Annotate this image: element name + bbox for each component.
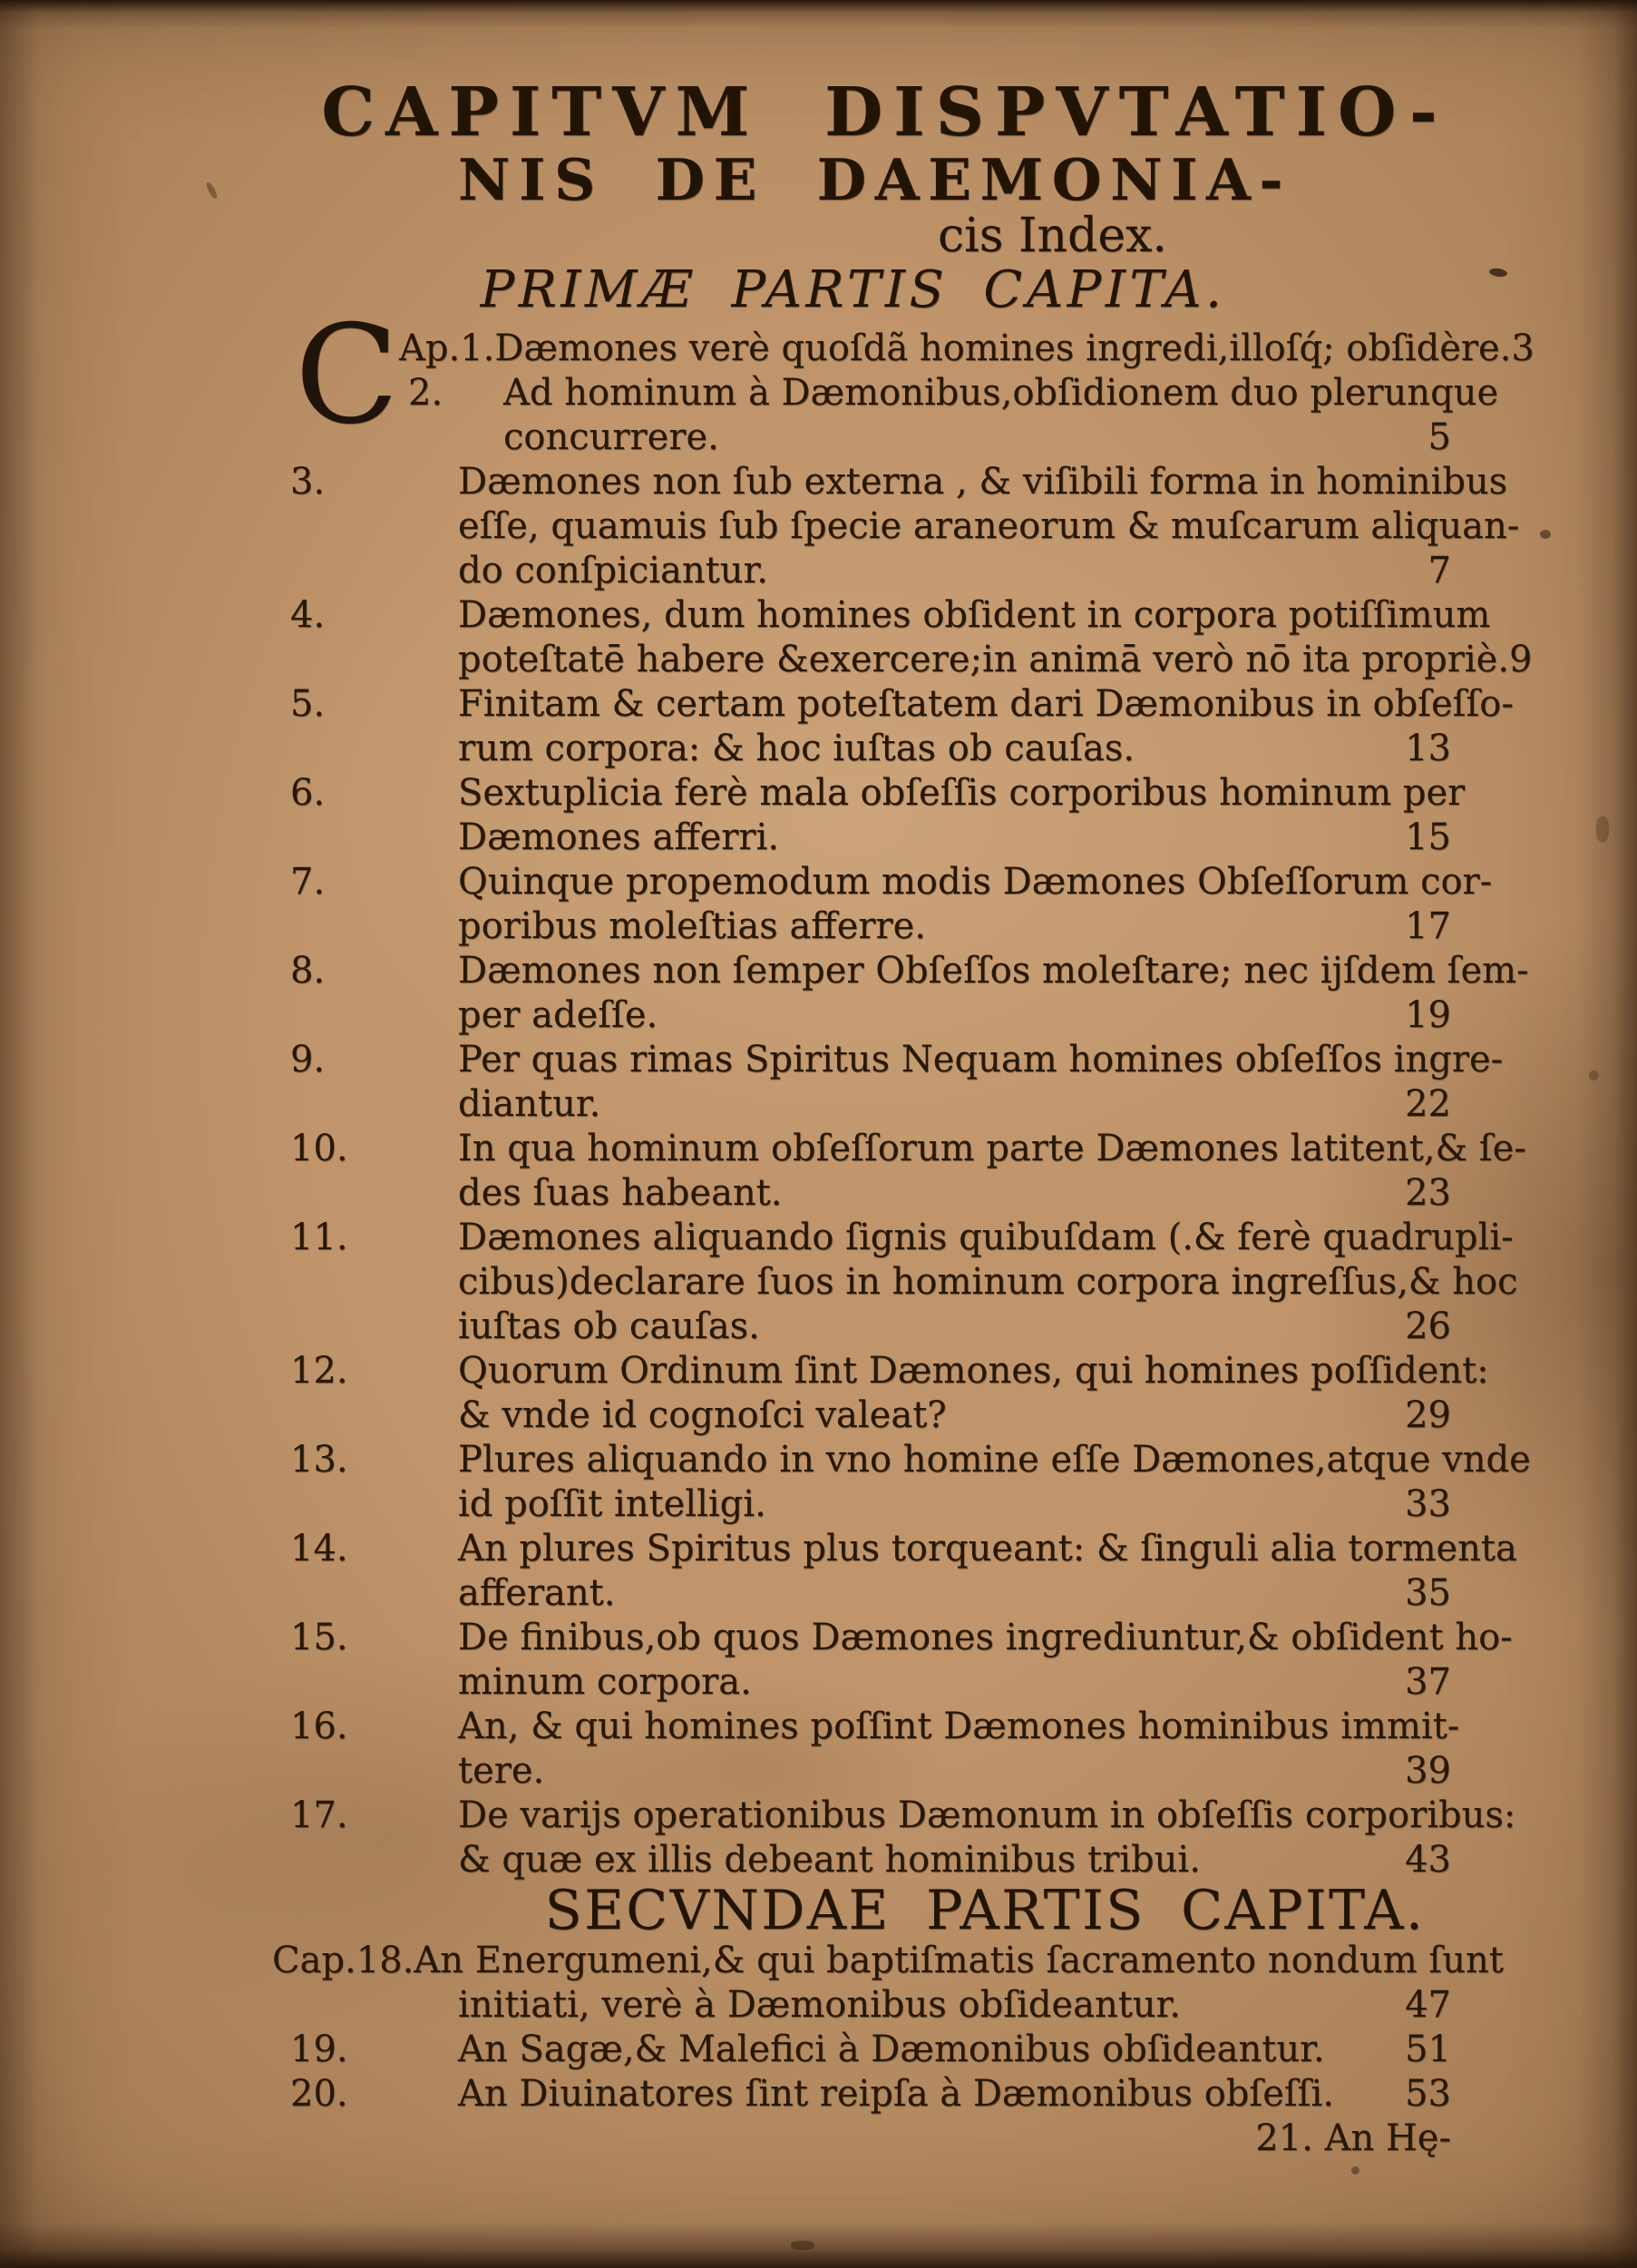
chapter-number (290, 1571, 458, 1616)
page-number: 3 (1511, 327, 1535, 369)
page-number: 17 (1405, 905, 1451, 947)
chapter-text: An, & qui homines poſſint Dæmones hominibus immit- (458, 1706, 1460, 1747)
chapter-text: poteſtatē habere &exercere;in animā verò nō ita propriè. (458, 639, 1510, 680)
page-number: 23 (1405, 1172, 1451, 1214)
chapter-number: 19. (290, 2028, 348, 2070)
leader-space (1135, 727, 1405, 771)
chapter-number (290, 1171, 458, 1216)
chapter-text: per adeſſe. (458, 994, 658, 1036)
toc-line (0, 2028, 1637, 2072)
page-number: 29 (1405, 1394, 1451, 1436)
toc-line (0, 1571, 1637, 1616)
leader-space (600, 1082, 1405, 1127)
chapter-number: 14. (290, 1528, 348, 1569)
chapter-text: Dæmones afferri. (458, 816, 780, 858)
leader-space (947, 1393, 1405, 1438)
chapter-text: In qua hominum obſeſſorum parte Dæmones latitent,& ſe- (458, 1128, 1526, 1169)
catchword-line (0, 2116, 1637, 2161)
title-line-1: CAPITVM DISPVTATIO- (321, 73, 1448, 152)
chapter-text: tere. (458, 1750, 545, 1792)
leader-space (782, 1171, 1405, 1216)
chapter-number: 5. (290, 683, 326, 725)
toc-line (0, 1749, 1637, 1794)
leader-space (719, 415, 1428, 460)
chapter-text: cibus)declarare ſuos in hominum corpora ingreſſus,& hoc (458, 1261, 1518, 1303)
chapter-text: An Diuinatores ſint reipſa à Dæmonibus obſeſſi. (458, 2073, 1334, 2115)
toc-line (0, 1983, 1637, 2028)
chapter-text: initiati, verè à Dæmonibus obſideantur. (458, 1984, 1181, 2026)
part-two-heading (114, 1879, 1637, 1942)
chapter-text: eſſe, quamuis ſub ſpecie araneorum & muſcarum aliquan- (458, 505, 1520, 547)
chapter-text: do conſpiciantur. (458, 550, 768, 591)
leader-space (1334, 2072, 1405, 2116)
page-number: 51 (1405, 2028, 1451, 2070)
chapter-number: 4. (290, 594, 326, 636)
chapter-text: Dæmones, dum homines obſident in corpora potiſſimum (458, 594, 1491, 636)
toc-line (0, 1527, 1637, 1571)
toc-line (0, 460, 1637, 504)
chapter-text: De varijs operationibus Dæmonum in obſeſſis corporibus: (458, 1794, 1516, 1836)
leader-space (779, 816, 1405, 860)
toc-line (0, 1705, 1637, 1749)
chapter-number (290, 1393, 458, 1438)
part-two-heading-text: SECVNDAE PARTIS CAPITA. (544, 1879, 1426, 1942)
chapter-text: concurrere. (503, 416, 719, 458)
chapter-text: Per quas rimas Spiritus Nequam homines obſeſſos ingre- (458, 1039, 1504, 1080)
toc-line (0, 682, 1637, 727)
page-number: 7 (1428, 550, 1451, 591)
page-number: 53 (1405, 2073, 1451, 2115)
chapter-text: Quinque propemodum modis Dæmones Obſeſſorum cor- (458, 861, 1493, 903)
chapter-number: 8. (290, 950, 326, 992)
chapter-number (290, 1482, 458, 1527)
chapter-number (290, 1082, 458, 1127)
chapter-number: 3. (290, 461, 326, 503)
toc-line (0, 371, 1637, 415)
chapter-number: 13. (290, 1439, 348, 1481)
toc-line (0, 1038, 1637, 1082)
toc-line (0, 1305, 1637, 1349)
chapter-text: Dæmones non ſub externa , & viſibili forma in hominibus (458, 461, 1508, 503)
chapter-number: 17. (290, 1794, 348, 1836)
title-block (0, 0, 1637, 319)
chapter-number: 2. (408, 372, 443, 414)
page-number: 33 (1405, 1483, 1451, 1525)
chapter-number (290, 904, 458, 949)
page-number: 5 (1428, 416, 1451, 458)
chapter-number (290, 1305, 458, 1349)
toc-line (0, 1794, 1637, 1838)
leader-space (1325, 2028, 1406, 2072)
toc-line (0, 1482, 1637, 1527)
chapter-text: minum corpora. (458, 1661, 752, 1703)
chapter-text: Cap.18.An Energumeni,& qui baptiſmatis ſacramento nondum ſunt (272, 1940, 1504, 1981)
page-number: 43 (1405, 1839, 1451, 1881)
page-number: 26 (1405, 1305, 1451, 1347)
page-number: 47 (1405, 1984, 1451, 2026)
toc-line (0, 771, 1637, 816)
toc-line (0, 1660, 1637, 1705)
chapter-number (290, 549, 458, 593)
chapter-text: des ſuas habeant. (458, 1172, 783, 1214)
chapter-number: 11. (290, 1217, 348, 1258)
page-number: 13 (1405, 728, 1451, 769)
toc-line (0, 2072, 1637, 2116)
chapter-number: 15. (290, 1617, 348, 1658)
chapter-number: 7. (290, 861, 326, 903)
toc-line (0, 816, 1637, 860)
chapter-text: id poſſit intelligi. (458, 1483, 766, 1525)
toc-line (0, 1838, 1637, 1882)
page-number: 22 (1405, 1083, 1451, 1125)
toc-line (0, 549, 1637, 593)
toc-line (0, 949, 1637, 993)
chapter-text: An plures Spiritus plus torqueant: & ſinguli alia tormenta (458, 1528, 1517, 1569)
leader-space (752, 1660, 1405, 1705)
leader-space (615, 1571, 1405, 1616)
chapter-text: & vnde id cognoſci valeat? (458, 1394, 947, 1436)
paper-speck (1351, 2166, 1359, 2175)
leader-space (760, 1305, 1405, 1349)
chapter-number: 20. (290, 2073, 348, 2115)
toc-line (0, 1260, 1637, 1305)
title-line-2: NIS DE DAEMONIA- (458, 146, 1291, 213)
chapter-number (290, 638, 458, 682)
chapter-text: An Sagæ,& Malefici à Dæmonibus obſideantur. (458, 2028, 1325, 2070)
chapter-number (290, 1749, 458, 1794)
toc-line (0, 415, 1637, 460)
page-number: 9 (1509, 639, 1533, 680)
chapter-text: Dæmones aliquando ſignis quibuſdam (.& ferè quadrupli- (458, 1217, 1514, 1258)
toc-line (0, 1216, 1637, 1260)
chapter-text: Plures aliquando in vno homine eſſe Dæmones,atque vnde (458, 1439, 1531, 1481)
chapter-number: 12. (290, 1350, 348, 1392)
toc-line (0, 593, 1637, 638)
chapter-number: 16. (290, 1706, 348, 1747)
chapter-text: Ap.1.Dæmones verè quoſdã homines ingredi,illoſq́; obſidère. (399, 327, 1512, 369)
chapter-number (290, 504, 458, 549)
toc-line (0, 1393, 1637, 1438)
paper-speck (1540, 530, 1551, 539)
leader-space (658, 993, 1405, 1038)
leader-space (1201, 1838, 1405, 1882)
chapter-text: De finibus,ob quos Dæmones ingrediuntur,& obſident ho- (458, 1617, 1513, 1658)
drop-cap: C (295, 297, 399, 455)
toc-line (0, 638, 1637, 682)
chapter-number (408, 415, 503, 460)
toc-line (0, 904, 1637, 949)
chapter-text: Finitam & certam poteſtatem dari Dæmonibus in obſeſſo- (458, 683, 1514, 725)
page-number: 35 (1405, 1572, 1451, 1614)
leader-space (1181, 1983, 1405, 2028)
page-number: 19 (1405, 994, 1451, 1036)
chapter-text: poribus moleſtias afferre. (458, 905, 927, 947)
chapter-number (290, 816, 458, 860)
chapter-number (290, 727, 458, 771)
toc-line (0, 1082, 1637, 1127)
toc-line (0, 504, 1637, 549)
toc (0, 297, 1637, 2161)
leader-space (926, 904, 1405, 949)
title-line-3: cis Index. (938, 209, 1167, 263)
chapter-number (290, 1260, 458, 1305)
chapter-number (290, 993, 458, 1038)
toc-line (0, 1171, 1637, 1216)
chapter-number: 10. (290, 1128, 348, 1169)
chapter-text: & quæ ex illis debeant hominibus tribui. (458, 1839, 1201, 1881)
toc-line (0, 1939, 1637, 1983)
toc-line (0, 1438, 1637, 1482)
chapter-text: Quorum Ordinum ſint Dæmones, qui homines poſſident: (458, 1350, 1489, 1392)
chapter-number: 9. (290, 1039, 326, 1080)
chapter-text: iuſtas ob cauſas. (458, 1305, 760, 1347)
toc-line (0, 1349, 1637, 1393)
part-one-heading: PRIMÆ PARTIS CAPITA. (480, 260, 1226, 319)
chapter-number: 6. (290, 772, 326, 814)
chapter-text: Dæmones non ſemper Obſeſſos moleſtare; nec ijſdem ſem- (458, 950, 1529, 992)
chapter-text: afferant. (458, 1572, 616, 1614)
leader-space (544, 1749, 1405, 1794)
paper-speck (791, 2241, 814, 2250)
page-number: 39 (1405, 1750, 1451, 1792)
chapter-number (290, 1660, 458, 1705)
paper-speck (1596, 816, 1609, 842)
catchword-text: 21. An Hę- (1255, 2117, 1451, 2159)
chapter-text: diantur. (458, 1083, 601, 1125)
toc-line (0, 993, 1637, 1038)
chapter-text: Ad hominum à Dæmonibus,obſidionem duo plerunque (503, 372, 1499, 414)
chapter-number (290, 1838, 458, 1882)
toc-line (0, 860, 1637, 904)
leader-space (766, 1482, 1405, 1527)
chapter-number (290, 1983, 458, 2028)
toc-line (0, 1127, 1637, 1171)
page-number: 37 (1405, 1661, 1451, 1703)
toc-line (0, 1616, 1637, 1660)
leader-space (768, 549, 1428, 593)
chapter-text: rum corpora: & hoc iuſtas ob cauſas. (458, 728, 1135, 769)
toc-line (0, 727, 1637, 771)
chapter-text: Sextuplicia ferè mala obſeſſis corporibus hominum per (458, 772, 1466, 814)
page-number: 15 (1405, 816, 1451, 858)
paper-speck (1589, 1070, 1599, 1080)
